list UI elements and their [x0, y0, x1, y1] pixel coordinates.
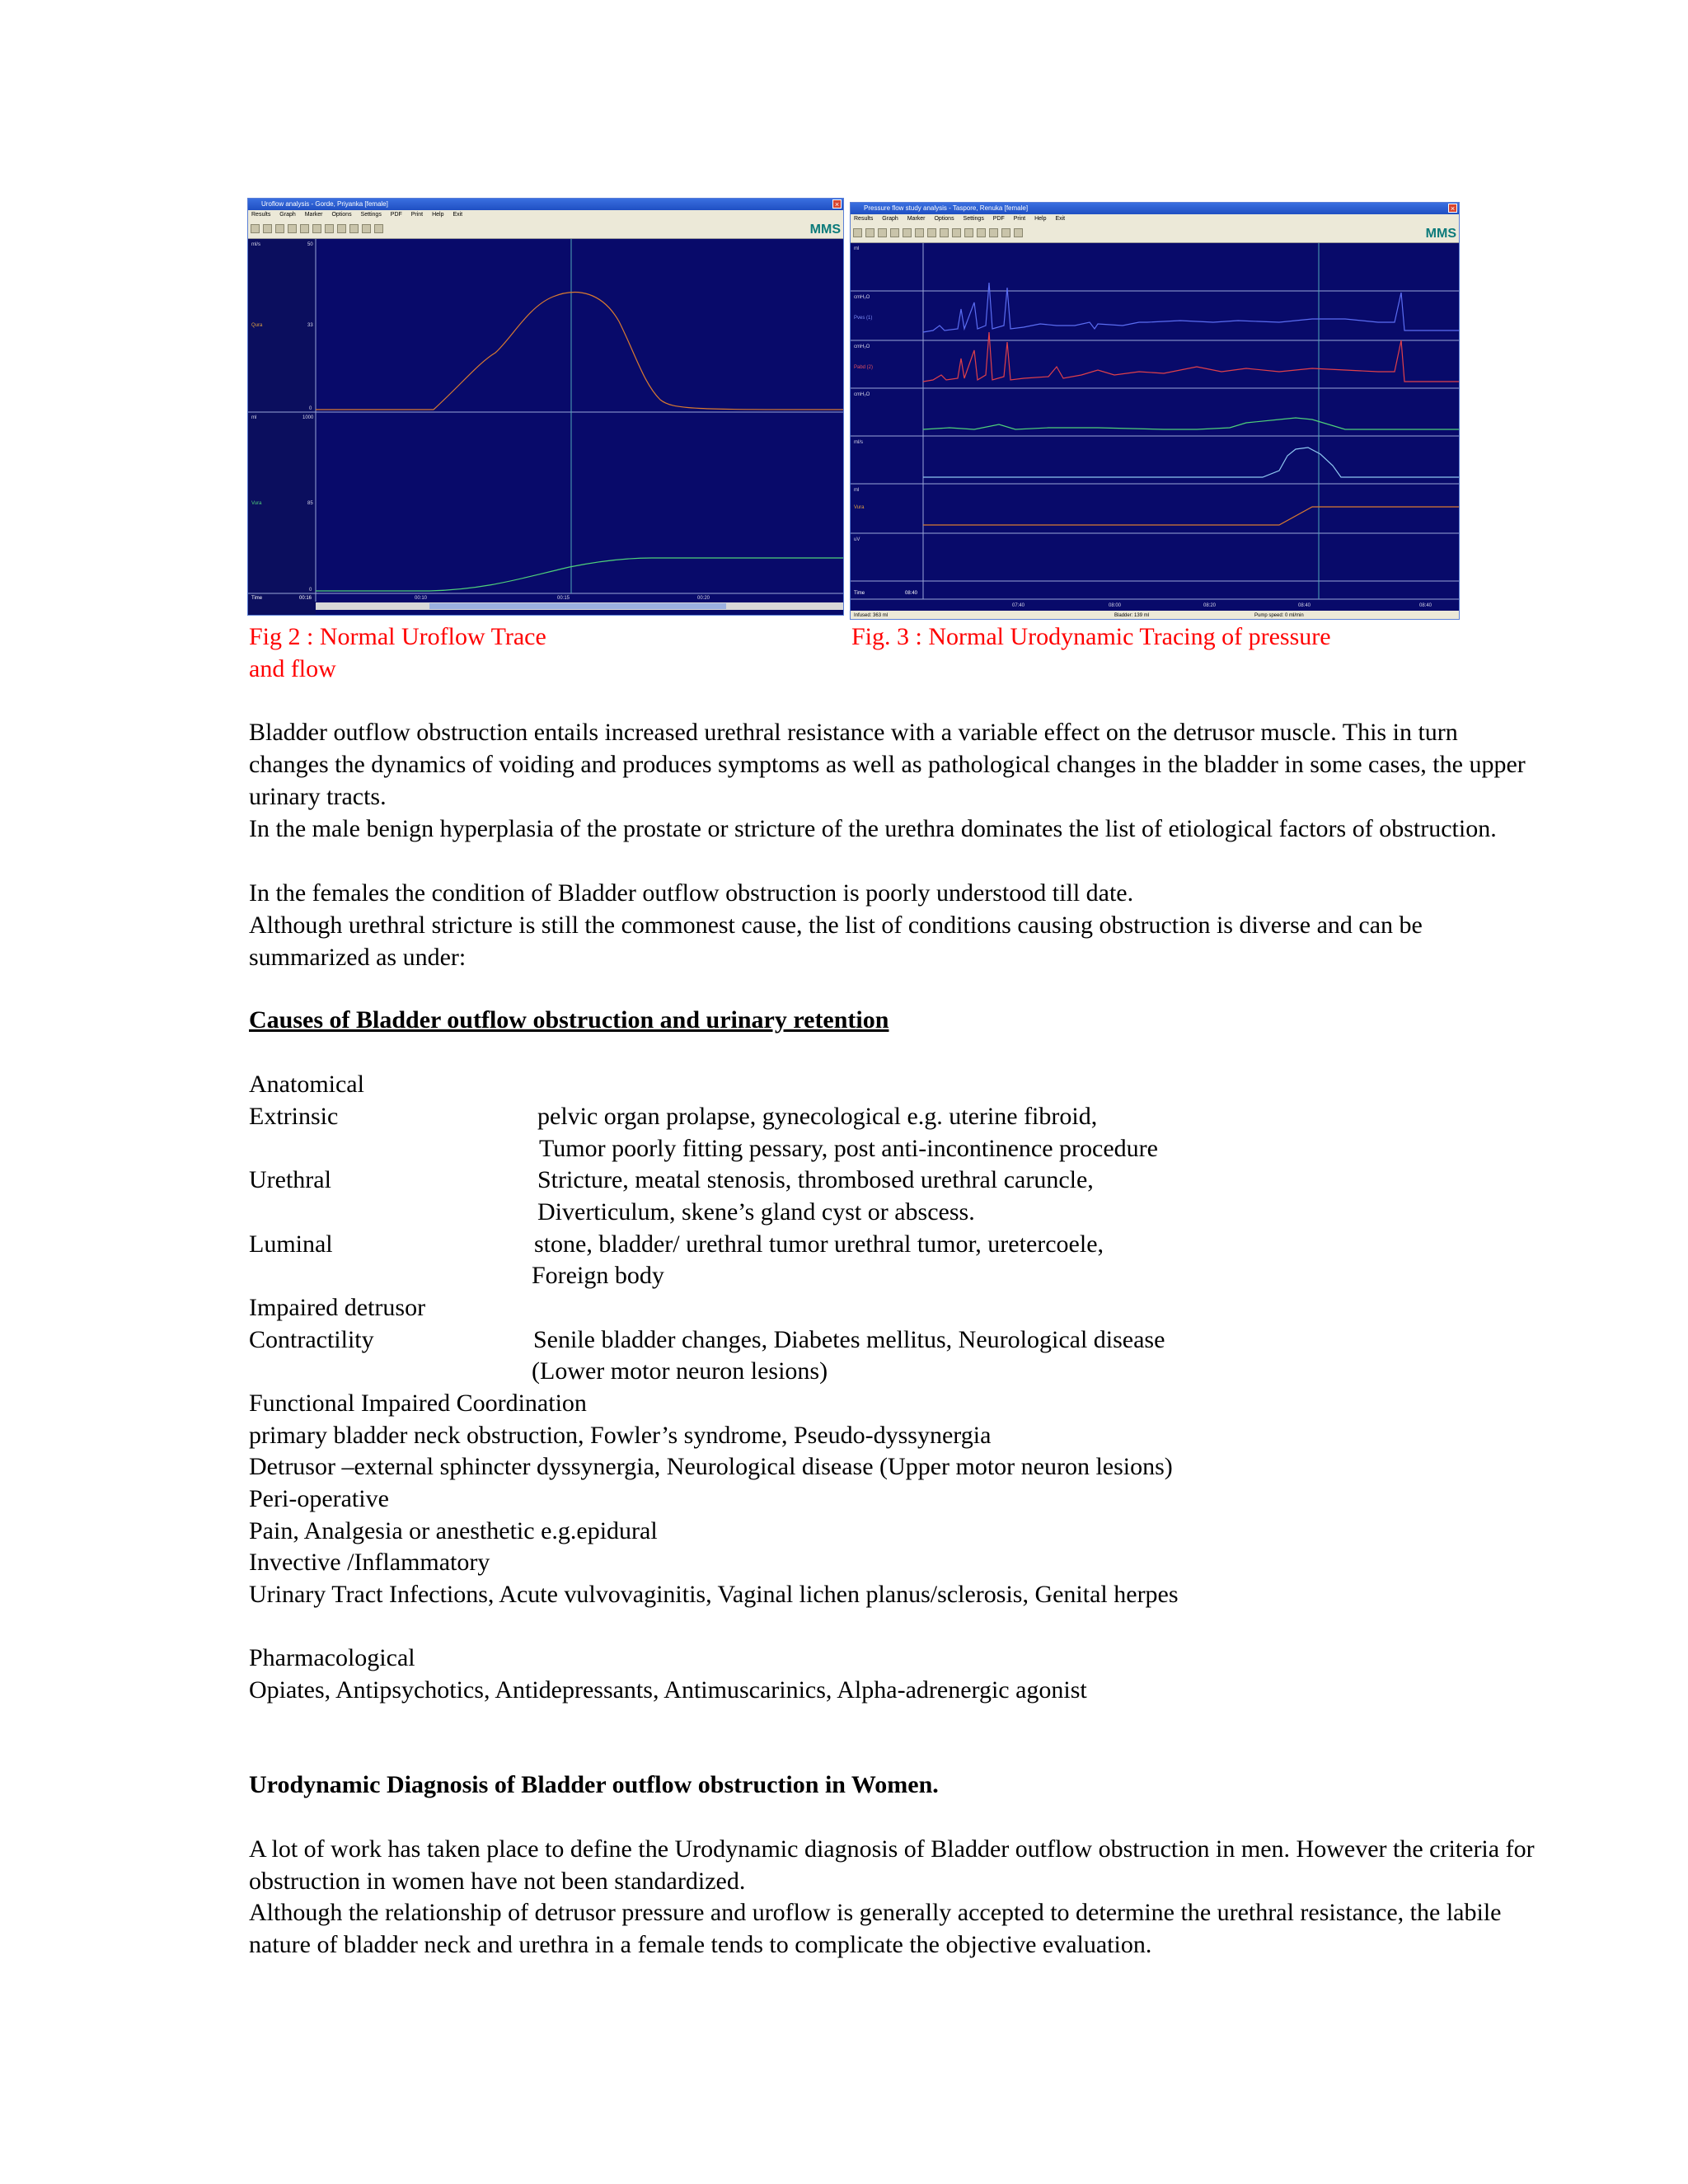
urodynamic-toolbar — [851, 224, 1459, 243]
status-bar — [851, 611, 1459, 619]
time-label: Time — [854, 591, 865, 596]
help-icon[interactable] — [337, 224, 346, 233]
uroflow-toolbar — [248, 220, 843, 239]
export-icon[interactable] — [1014, 228, 1023, 237]
channel-unit: cmH₂O — [854, 344, 870, 349]
intro-paragraph-2: In the male benign hyperplasia of the prostate or stricture of the urethra dominates the list of etiological factors of obstruction. — [249, 815, 1497, 842]
menu-options[interactable]: Options — [331, 212, 352, 218]
extrinsic-line-2: Tumor poorly fitting pessary, post anti-incontinence procedure — [539, 1135, 1158, 1162]
fig2-caption-line2: and flow — [249, 655, 336, 682]
status-bladder: Bladder: 139 ml — [1114, 613, 1150, 618]
channel-label-flow-unit: ml/s — [251, 242, 260, 247]
menu-results[interactable]: Results — [251, 212, 271, 218]
scale-label: 00:16 — [299, 596, 312, 601]
document-icon[interactable] — [927, 228, 936, 237]
fig3-caption: Fig. 3 : Normal Urodynamic Tracing of pressure — [851, 623, 1331, 650]
menu-help[interactable]: Help — [1034, 216, 1047, 222]
time-tick: 00:20 — [697, 596, 710, 601]
urodynamic-traces — [851, 243, 1459, 619]
channel-label-qura: Qura — [251, 323, 263, 328]
menu-options[interactable]: Options — [934, 216, 954, 222]
channel-unit: cmH₂O — [854, 295, 870, 300]
periop-line-1: Pain, Analgesia or anesthetic e.g.epidural — [249, 1517, 658, 1544]
channel-name-pabd: Pabd (2) — [854, 365, 874, 370]
urodynamic-window-title: Pressure flow study analysis - Taspore, Renuka [female] — [864, 204, 1029, 212]
channel-name-vura: Vura — [854, 505, 865, 510]
time-tick: 00:10 — [415, 596, 428, 601]
menu-exit[interactable]: Exit — [1055, 216, 1066, 222]
scale-label: 50 — [307, 242, 313, 247]
zoom-out-icon[interactable] — [865, 228, 874, 237]
channel-label-time: Time — [251, 596, 263, 601]
search-icon[interactable] — [325, 224, 334, 233]
help-icon[interactable] — [989, 228, 998, 237]
extrinsic-line-1: pelvic organ prolapse, gynecological e.g. uterine fibroid, — [537, 1103, 1098, 1130]
scale-label: 0 — [309, 406, 312, 411]
zoom-in-icon[interactable] — [853, 228, 862, 237]
impaired-detrusor-label: Impaired detrusor — [249, 1294, 426, 1321]
channel-name-pves: Pves (1) — [854, 316, 873, 321]
pharmacological-label: Pharmacological — [249, 1644, 415, 1671]
functional-line-2: Detrusor –external sphincter dyssynergia, Neurological disease (Upper motor neuron lesions) — [249, 1453, 1173, 1480]
uroflow-menu-bar — [248, 210, 843, 220]
scale-label: 85 — [307, 501, 313, 506]
uroflow-title-bar — [248, 199, 843, 210]
close-icon[interactable]: × — [1448, 204, 1457, 213]
contractility-label: Contractility — [249, 1326, 374, 1353]
grid-icon[interactable] — [288, 224, 297, 233]
channel-unit: ml — [854, 488, 860, 493]
channel-unit: ml — [854, 246, 860, 251]
menu-graph[interactable]: Graph — [279, 212, 296, 218]
intro-paragraph-1: Bladder outflow obstruction entails increased urethral resistance with a variable effect on the detrusor muscle. This in turn changes the dynamics of voiding and produces symptoms as well as pathological changes in the bladder in some cases, the upper urinary tracts. — [249, 719, 1526, 810]
urodynamic-title-bar — [851, 203, 1459, 214]
grid-icon[interactable] — [890, 228, 899, 237]
scale-label: 33 — [307, 323, 313, 328]
menu-graph[interactable]: Graph — [882, 216, 898, 222]
urethral-line-1: Stricture, meatal stenosis, thrombosed urethral caruncle, — [537, 1166, 1094, 1193]
urodynamic-screenshot — [850, 202, 1460, 620]
anatomical-label: Anatomical — [249, 1071, 364, 1098]
urethral-label: Urethral — [249, 1166, 331, 1193]
uroflow-screenshot — [247, 198, 844, 616]
document-icon[interactable] — [915, 228, 924, 237]
causes-heading: Causes of Bladder outflow obstruction and urinary retention — [249, 1006, 889, 1033]
menu-print[interactable]: Print — [1013, 216, 1026, 222]
scale-label: 1000 — [302, 415, 314, 420]
time-tick: 08:20 — [1203, 603, 1217, 608]
pharmacological-line-1: Opiates, Antipsychotics, Antidepressants, Antimuscarinics, Alpha-adrenergic agonist — [249, 1676, 1087, 1704]
functional-label: Functional Impaired Coordination — [249, 1390, 587, 1417]
channel-label-volume-unit: ml — [251, 415, 257, 420]
menu-pdf[interactable]: PDF — [992, 216, 1005, 222]
menu-help[interactable]: Help — [432, 212, 444, 218]
menu-print[interactable]: Print — [410, 212, 424, 218]
edit-icon[interactable] — [878, 228, 887, 237]
info-icon[interactable] — [362, 224, 371, 233]
status-pump-speed: Pump speed: 0 ml/min — [1254, 613, 1304, 618]
contractility-line-2: (Lower motor neuron lesions) — [532, 1357, 828, 1385]
mms-logo: MMS — [809, 223, 841, 237]
menu-results[interactable]: Results — [854, 216, 874, 222]
close-icon[interactable]: × — [832, 199, 842, 209]
search-icon[interactable] — [977, 228, 986, 237]
mms-logo: MMS — [1425, 227, 1456, 241]
menu-settings[interactable]: Settings — [360, 212, 382, 218]
menu-settings[interactable]: Settings — [963, 216, 984, 222]
print-icon[interactable] — [1001, 228, 1010, 237]
document-icon[interactable] — [952, 228, 961, 237]
time-tick: 08:00 — [1109, 603, 1122, 608]
urodynamic-plot — [851, 243, 1459, 619]
urodynamic-menu-bar — [851, 214, 1459, 224]
time-tick: 08:40 — [1298, 603, 1311, 608]
search-icon[interactable] — [300, 224, 309, 233]
status-infused: Infused: 363 ml — [854, 613, 889, 618]
menu-exit[interactable]: Exit — [452, 212, 463, 218]
luminal-line-2: Foreign body — [532, 1262, 664, 1289]
search-icon[interactable] — [312, 224, 321, 233]
channel-label-vura: Vura — [251, 501, 262, 506]
intro-paragraph-3: In the females the condition of Bladder outflow obstruction is poorly understood till date. — [249, 879, 1134, 907]
channel-unit: ml/s — [854, 440, 863, 445]
scale-label: 0 — [309, 588, 312, 593]
export-icon[interactable] — [374, 224, 383, 233]
functional-line-1: primary bladder neck obstruction, Fowler’s syndrome, Pseudo-dyssynergia — [249, 1422, 992, 1449]
uroflow-traces — [248, 239, 843, 615]
zoom-in-icon[interactable] — [251, 224, 260, 233]
periop-label: Peri-operative — [249, 1485, 389, 1512]
diagnosis-heading: Urodynamic Diagnosis of Bladder outflow obstruction in Women. — [249, 1771, 939, 1798]
infective-line-1: Urinary Tract Infections, Acute vulvovaginitis, Vaginal lichen planus/sclerosis, Genital herpes — [249, 1581, 1179, 1608]
diagnosis-paragraph-1: A lot of work has taken place to define the Urodynamic diagnosis of Bladder outflow obstruction in men. However the criteria for obstruction in women have not been standardized. — [249, 1835, 1535, 1895]
search-icon[interactable] — [964, 228, 973, 237]
urethral-line-2: Diverticulum, skene’s gland cyst or abscess. — [537, 1198, 975, 1226]
time-tick: 08:40 — [1419, 603, 1432, 608]
channel-unit: cmH₂O — [854, 392, 870, 397]
extrinsic-label: Extrinsic — [249, 1103, 339, 1130]
luminal-line-1: stone, bladder/ urethral tumor urethral tumor, uretercoele, — [534, 1230, 1104, 1258]
document-icon[interactable] — [940, 228, 949, 237]
menu-pdf[interactable]: PDF — [390, 212, 402, 218]
channel-unit: uV — [854, 537, 860, 542]
time-tick: 00:15 — [557, 596, 570, 601]
time-value: 08:40 — [905, 591, 918, 596]
luminal-label: Luminal — [249, 1230, 333, 1258]
fig2-caption-line1: Fig 2 : Normal Uroflow Trace — [249, 623, 546, 650]
uroflow-window-title: Uroflow analysis - Gorde, Priyanka [female] — [261, 200, 388, 208]
uroflow-plot — [248, 239, 843, 615]
zoom-out-icon[interactable] — [263, 224, 272, 233]
edit-icon[interactable] — [275, 224, 284, 233]
menu-marker[interactable]: Marker — [907, 216, 926, 222]
menu-marker[interactable]: Marker — [304, 212, 323, 218]
intro-paragraph-4: Although urethral stricture is still the commonest cause, the list of conditions causing obstruction is diverse and can be summarized as under: — [249, 912, 1423, 971]
diagnosis-paragraph-2: Although the relationship of detrusor pressure and uroflow is generally accepted to determine the urethral resistance, the labile nature of bladder neck and urethra in a female tends to complicate the objective evaluation. — [249, 1899, 1502, 1958]
time-tick: 07:40 — [1012, 603, 1025, 608]
print-icon[interactable] — [349, 224, 359, 233]
document-icon[interactable] — [903, 228, 912, 237]
contractility-line-1: Senile bladder changes, Diabetes mellitus, Neurological disease — [533, 1326, 1165, 1353]
infective-label: Invective /Inflammatory — [249, 1549, 490, 1576]
